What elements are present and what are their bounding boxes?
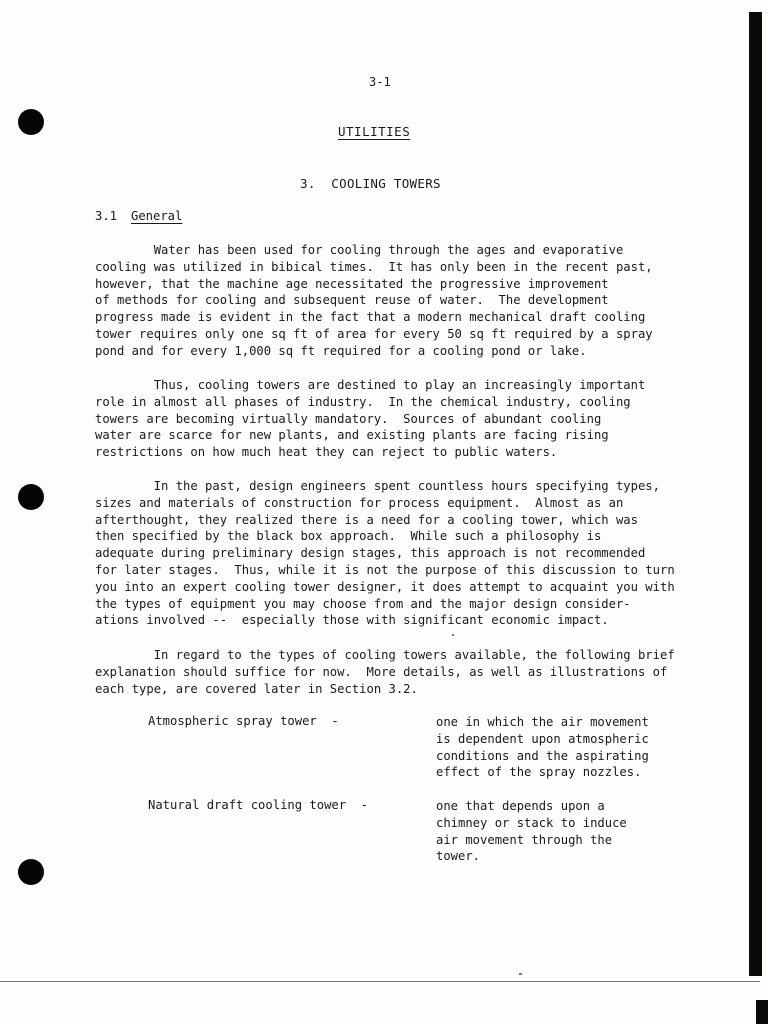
page-number: 3-1 [369,75,391,89]
paragraph-line: explanation should suffice for now. More details, as well as illustrations of [95,664,668,679]
paragraph-line: tower requires only one sq ft of area for every 50 sq ft required by a spray [95,326,653,341]
paragraph-line: however, that the machine age necessitated the progressive improvement [95,276,609,291]
paragraph-line: ations involved -- especially those with significant economic impact. [95,613,609,628]
scan-edge-right [749,12,762,976]
paragraph-line: water are scarce for new plants, and existing plants are facing rising [95,428,609,443]
paragraph-line: for later stages. Thus, while it is not the purpose of this discussion to turn [95,562,675,577]
paragraph-line: you into an expert cooling tower designer, it does attempt to acquaint you with [95,579,675,594]
paragraph-line: In the past, design engineers spent countless hours specifying types, [95,479,660,493]
paragraph-line: pond and for every 1,000 sq ft required for a cooling pond or lake. [95,343,587,358]
paragraph-line: restrictions on how much heat they can reject to public waters. [95,445,558,460]
chapter-heading: UTILITIES [338,124,411,139]
paragraph-2 [95,377,675,461]
paragraph-1 [95,242,675,360]
definition-line: is dependent upon atmospheric [436,731,649,746]
definition-line: one in which the air movement [436,715,649,729]
scan-edge-corner [756,1000,768,1024]
paragraph-line: Water has been used for cooling through the ages and evaporative [95,243,624,257]
definition-line: tower. [436,849,481,864]
paragraph-line: the types of equipment you may choose from and the major design consider- [95,596,631,611]
definition-term: Atmospheric spray tower - [148,714,339,728]
paragraph-3 [95,478,675,629]
paragraph-line: progress made is evident in the fact that a modern mechanical draft cooling [95,310,646,325]
paragraph-line: role in almost all phases of industry. In the chemical industry, cooling [95,394,631,409]
definition-body [436,798,627,865]
binder-hole [18,109,44,135]
definition-line: chimney or stack to induce [436,815,627,830]
paragraph-line: then specified by the black box approach. While such a philosophy is [95,529,602,544]
definition-line: conditions and the aspirating [436,748,649,763]
scan-speck [519,973,522,975]
scan-speck [452,634,454,636]
paragraph-line: adequate during preliminary design stages, this approach is not recommended [95,546,646,561]
definition-line: effect of the spray nozzles. [436,765,642,780]
paragraph-line: sizes and materials of construction for process equipment. Almost as an [95,495,624,510]
binder-hole [18,859,44,885]
subsection-title: General [131,209,183,223]
paragraph-line: towers are becoming virtually mandatory. Sources of abundant cooling [95,411,602,426]
paragraph-line: In regard to the types of cooling towers available, the following brief [95,648,675,662]
definition-body [436,714,649,781]
paragraph-line: cooling was utilized in bibical times. It has only been in the recent past, [95,259,653,274]
paragraph-line: afterthought, they realized there is a need for a cooling tower, which was [95,512,638,527]
paragraph-4 [95,647,675,697]
section-title: 3. COOLING TOWERS [300,176,441,191]
definition-term: Natural draft cooling tower - [148,798,369,812]
definition-line: air movement through the [436,832,613,847]
paragraph-line: Thus, cooling towers are destined to play an increasingly important [95,378,646,392]
subsection-number: 3.1 [95,209,118,223]
scan-edge-bottom [0,981,760,982]
definition-line: one that depends upon a [436,799,605,813]
binder-hole [18,484,44,510]
paragraph-line: each type, are covered later in Section 3.2. [95,681,418,696]
paragraph-line: of methods for cooling and subsequent reuse of water. The development [95,293,609,308]
